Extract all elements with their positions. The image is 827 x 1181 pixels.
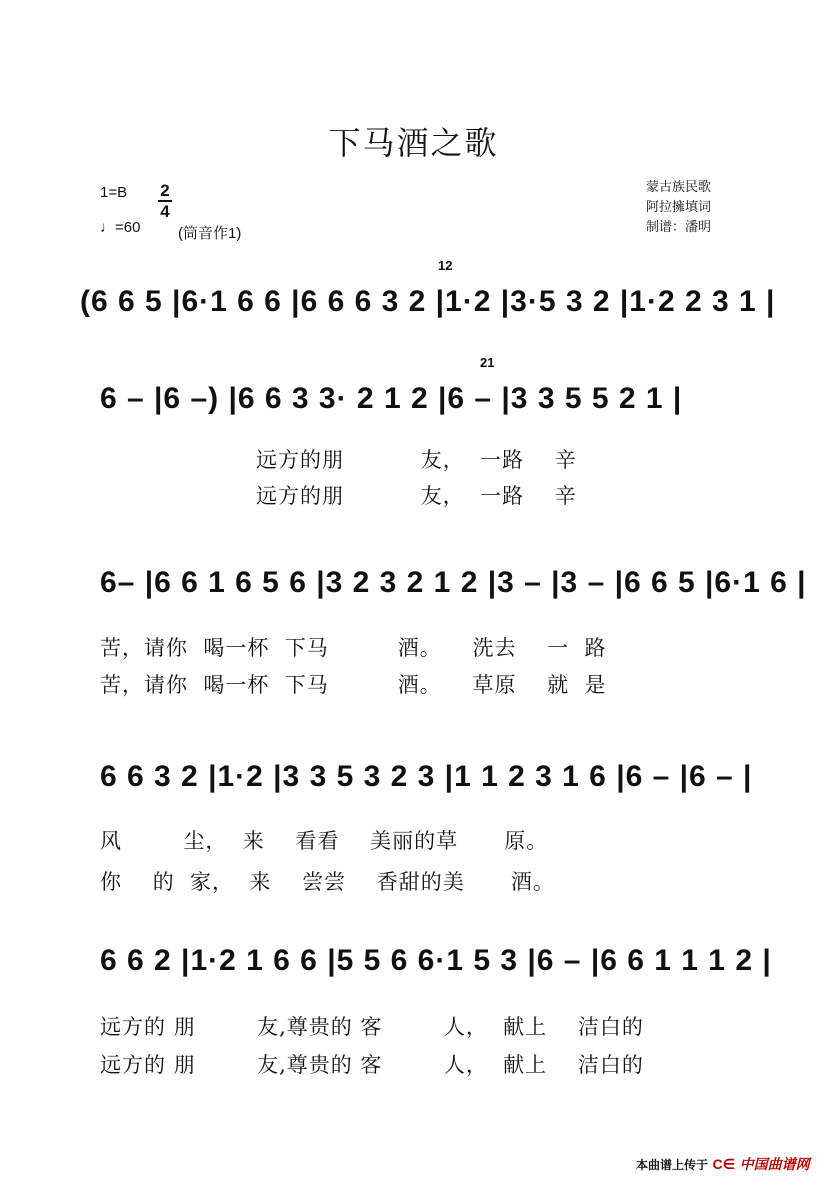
volta-second-ending: 21 bbox=[480, 355, 495, 370]
song-title: 下马酒之歌 bbox=[328, 124, 499, 162]
credit-origin: 蒙古族民歌 bbox=[646, 180, 712, 195]
score-row-5-notes: 6 6 2 |1·2 1 6 6 |5 5 6 6·1 5 3 |6 – |6 6 1 1 1 2 | bbox=[100, 944, 772, 977]
site-logo-text[interactable]: 中国曲谱网 bbox=[739, 1157, 810, 1173]
score-row-3-lyric-verse-1: 苦，请你 喝一杯 下马 酒。 洗去 一 路 bbox=[100, 636, 607, 660]
score-row-5-lyric-verse-1: 远方的 朋 友,尊贵的 客 人， 献上 洁白的 bbox=[100, 1015, 644, 1039]
score-row-3-lyric-verse-2: 苦，请你 喝一杯 下马 酒。 草原 就 是 bbox=[100, 673, 607, 697]
footer-text: 本曲谱上传于 bbox=[636, 1158, 709, 1172]
site-logo-icon: C∈ bbox=[712, 1156, 736, 1172]
time-signature-top: 2 bbox=[160, 181, 170, 200]
score-row-1-notes: (6 6 5 |6·1 6 6 |6 6 6 3 2 |1·2 |3·5 3 2 |1·2 2 3 1 | bbox=[80, 285, 776, 318]
score-row-2-lyric-verse-1: 远方的朋 友， 一路 辛 bbox=[256, 448, 577, 472]
score-row-4-notes: 6 6 3 2 |1·2 |3 3 5 3 2 3 |1 1 2 3 1 6 |6 – |6 – | bbox=[100, 760, 753, 793]
credit-lyricist: 阿拉擁填词 bbox=[646, 200, 712, 215]
score-row-4-lyric-verse-1: 风 尘， 来 看看 美丽的草 原。 bbox=[100, 829, 549, 853]
score-row-2-lyric-verse-2: 远方的朋 友， 一路 辛 bbox=[256, 484, 577, 508]
key-signature: 1=B bbox=[100, 184, 128, 201]
time-signature-bottom: 4 bbox=[160, 202, 170, 221]
fingering-note: (筒音作1) bbox=[178, 225, 242, 242]
score-row-3-notes: 6– |6 6 1 6 5 6 |3 2 3 2 1 2 |3 – |3 – |6 6 5 |6·1 6 | bbox=[100, 566, 807, 599]
time-signature bbox=[158, 182, 172, 220]
footer bbox=[636, 1154, 810, 1174]
credits-block bbox=[646, 178, 796, 238]
tempo-marking: ♩=60 bbox=[100, 219, 141, 236]
volta-first-ending: 12 bbox=[438, 258, 453, 273]
score-row-2-notes: 6 – |6 –) |6 6 3 3· 2 1 2 |6 – |3 3 5 5 2 1 | bbox=[100, 382, 683, 415]
score-row-4-lyric-verse-2: 你 的 家， 来 尝尝 香甜的美 酒。 bbox=[100, 870, 555, 894]
score-row-5-lyric-verse-2: 远方的 朋 友,尊贵的 客 人， 献上 洁白的 bbox=[100, 1053, 644, 1077]
credit-transcriber: 制谱：潘明 bbox=[646, 220, 712, 235]
